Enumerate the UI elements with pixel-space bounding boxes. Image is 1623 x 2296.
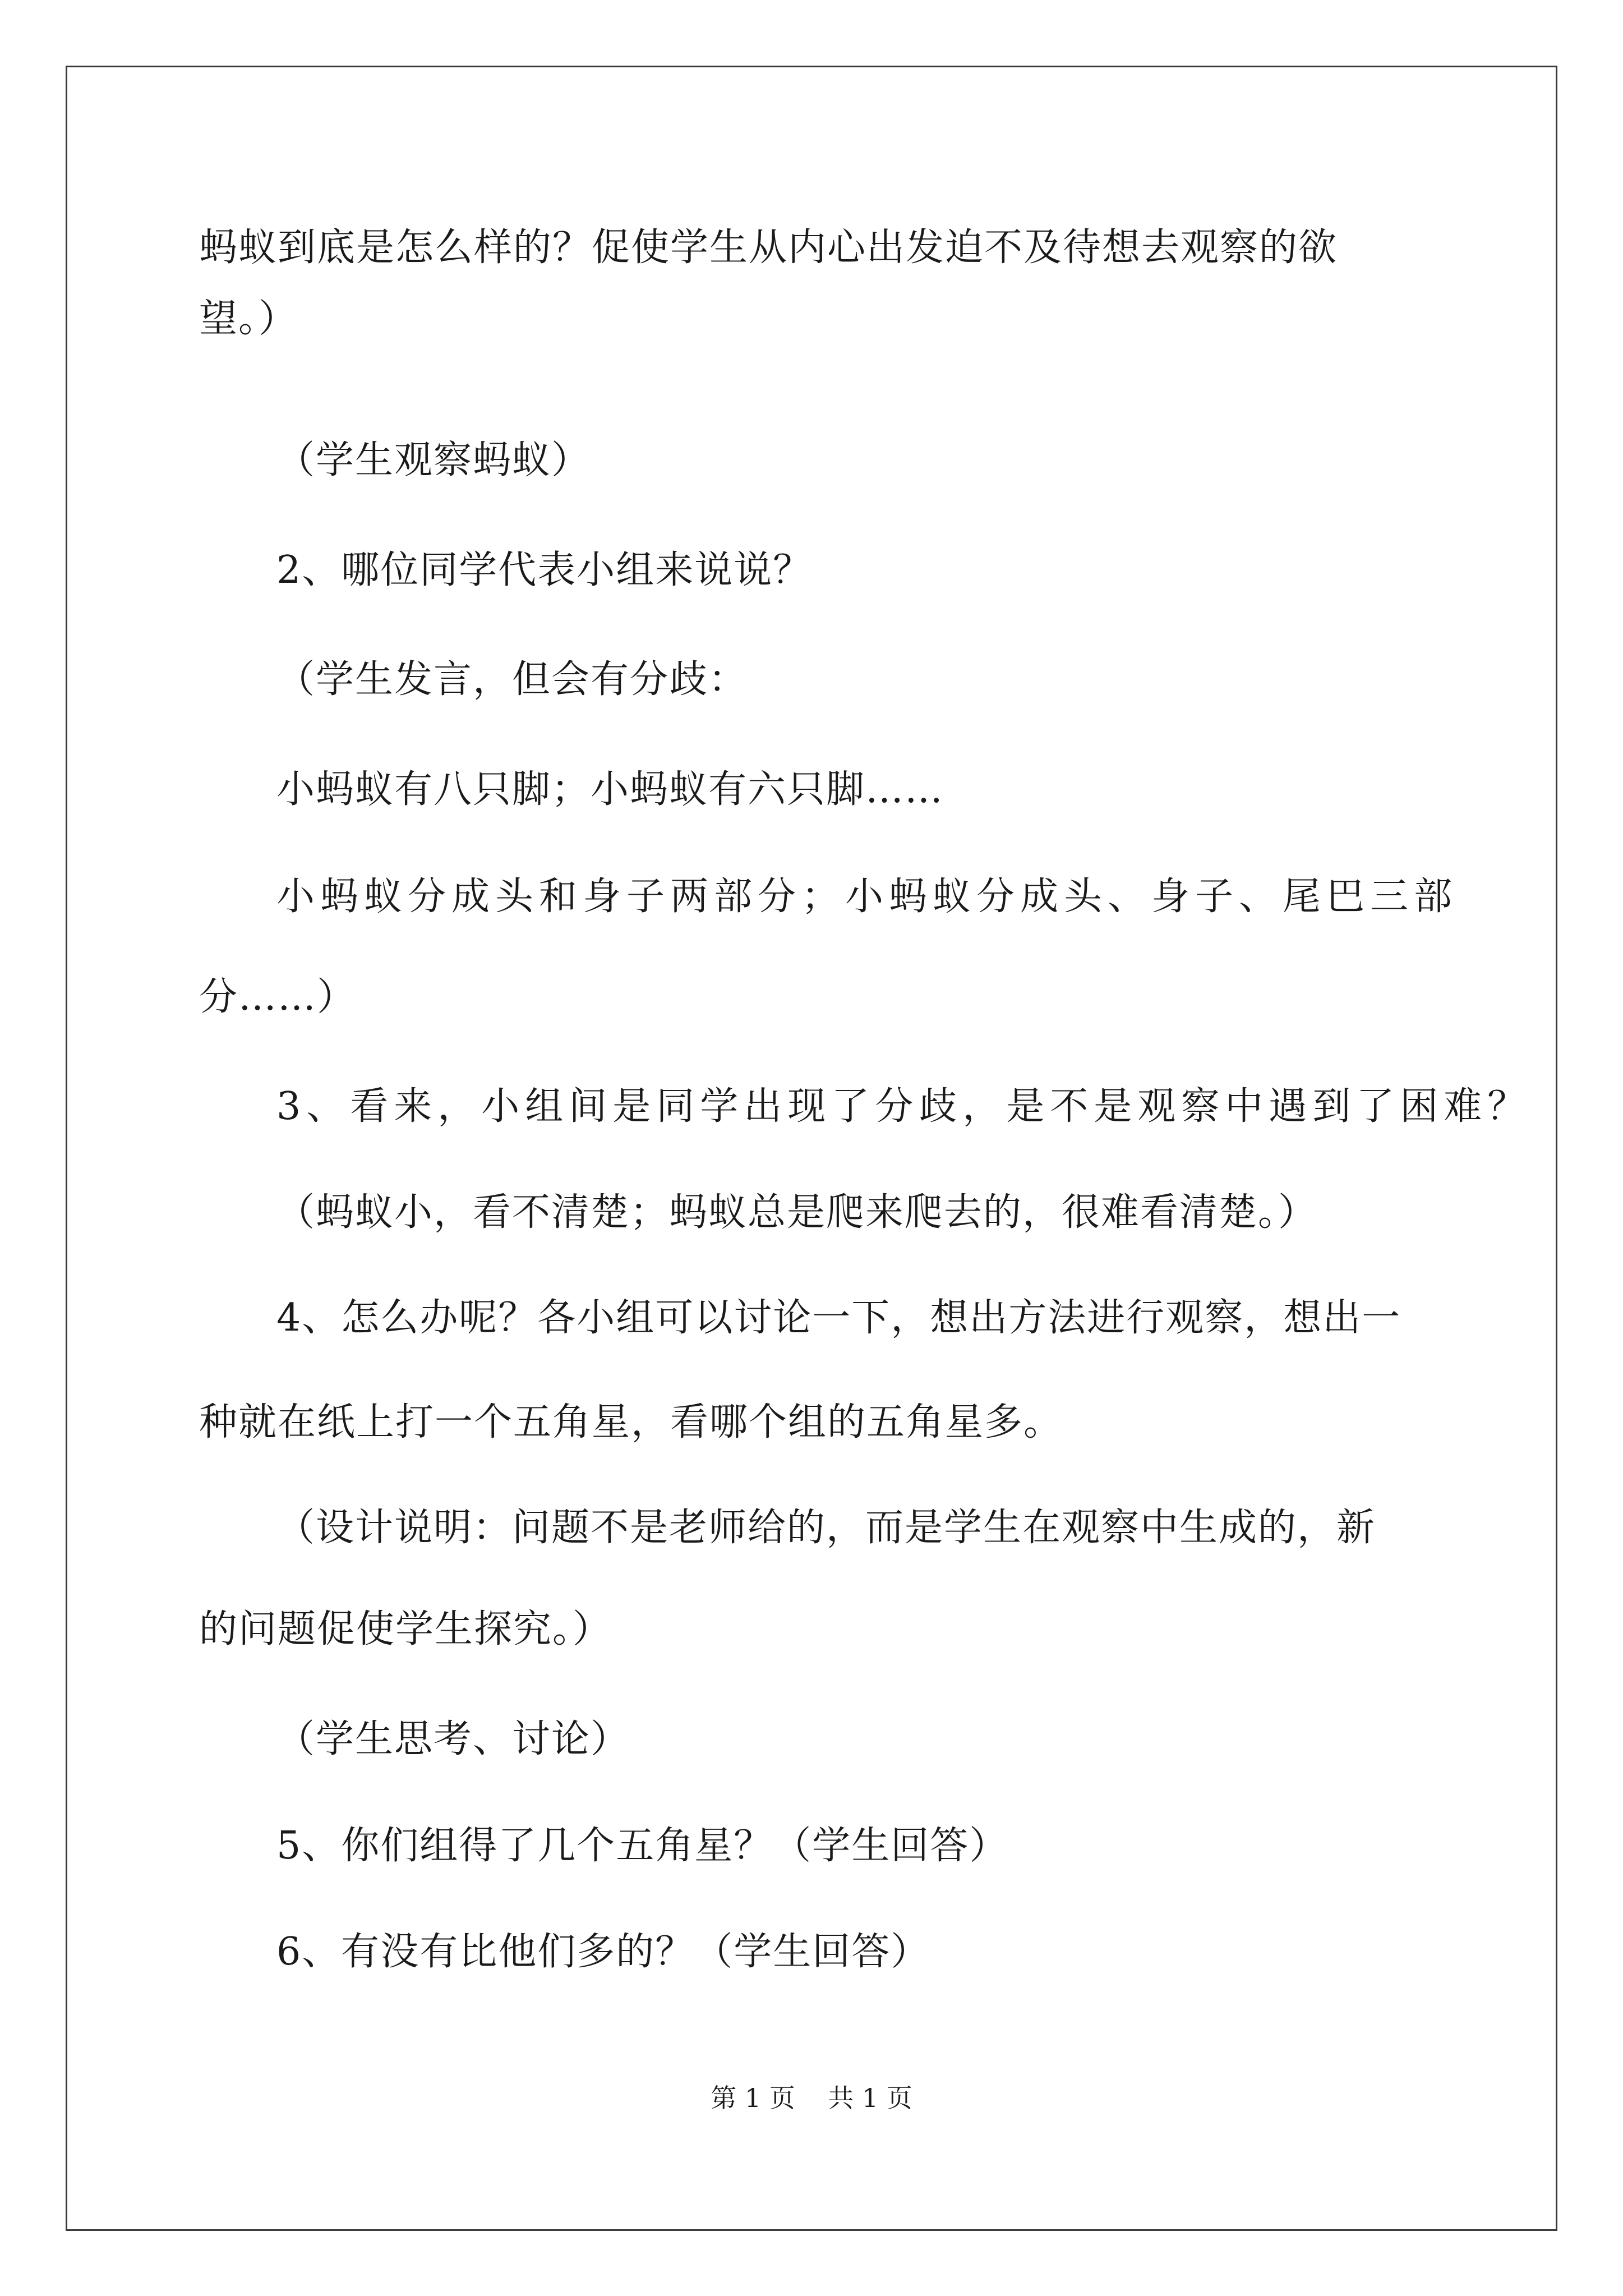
paragraph-line: 望。） — [199, 297, 298, 341]
page-number-footer: 第 1 页 共 1 页 — [711, 2083, 912, 2113]
paragraph-line: 小蚂蚁分成头和身子两部分；小蚂蚁分成头、身子、尾巴三部 — [276, 875, 1458, 919]
paragraph-line: 2、哪位同学代表小组来说说？ — [276, 548, 813, 592]
paragraph-line: （蚂蚁小，看不清楚；蚂蚁总是爬来爬去的，很难看清楚。） — [276, 1190, 1318, 1235]
paragraph-line: （设计说明：问题不是老师给的，而是学生在观察中生成的，新 — [276, 1506, 1376, 1550]
paragraph-line: （学生思考、讨论） — [276, 1717, 630, 1761]
paragraph-line: （学生发言，但会有分歧： — [276, 657, 748, 702]
paragraph-line: 4、怎么办呢？各小组可以讨论一下，想出方法进行观察，想出一 — [276, 1296, 1401, 1340]
paragraph-line: 的问题促使学生探究。） — [199, 1607, 612, 1651]
paragraph-line: （学生观察蚂蚁） — [276, 438, 591, 482]
paragraph-line: 3、看来，小组间是同学出现了分歧，是不是观察中遇到了困难？ — [276, 1084, 1532, 1129]
paragraph-line: 小蚂蚁有八只脚；小蚂蚁有六只脚…… — [276, 767, 944, 812]
paragraph-line: 种就在纸上打一个五角星，看哪个组的五角星多。 — [199, 1400, 1063, 1444]
paragraph-line: 5、你们组得了几个五角星？（学生回答） — [276, 1824, 1009, 1868]
page-border — [66, 66, 1557, 2231]
paragraph-line: 分……） — [199, 975, 357, 1019]
paragraph-line: 蚂蚁到底是怎么样的？促使学生从内心出发迫不及待想去观察的欲 — [199, 226, 1338, 270]
paragraph-line: 6、有没有比他们多的？（学生回答） — [276, 1930, 930, 1974]
